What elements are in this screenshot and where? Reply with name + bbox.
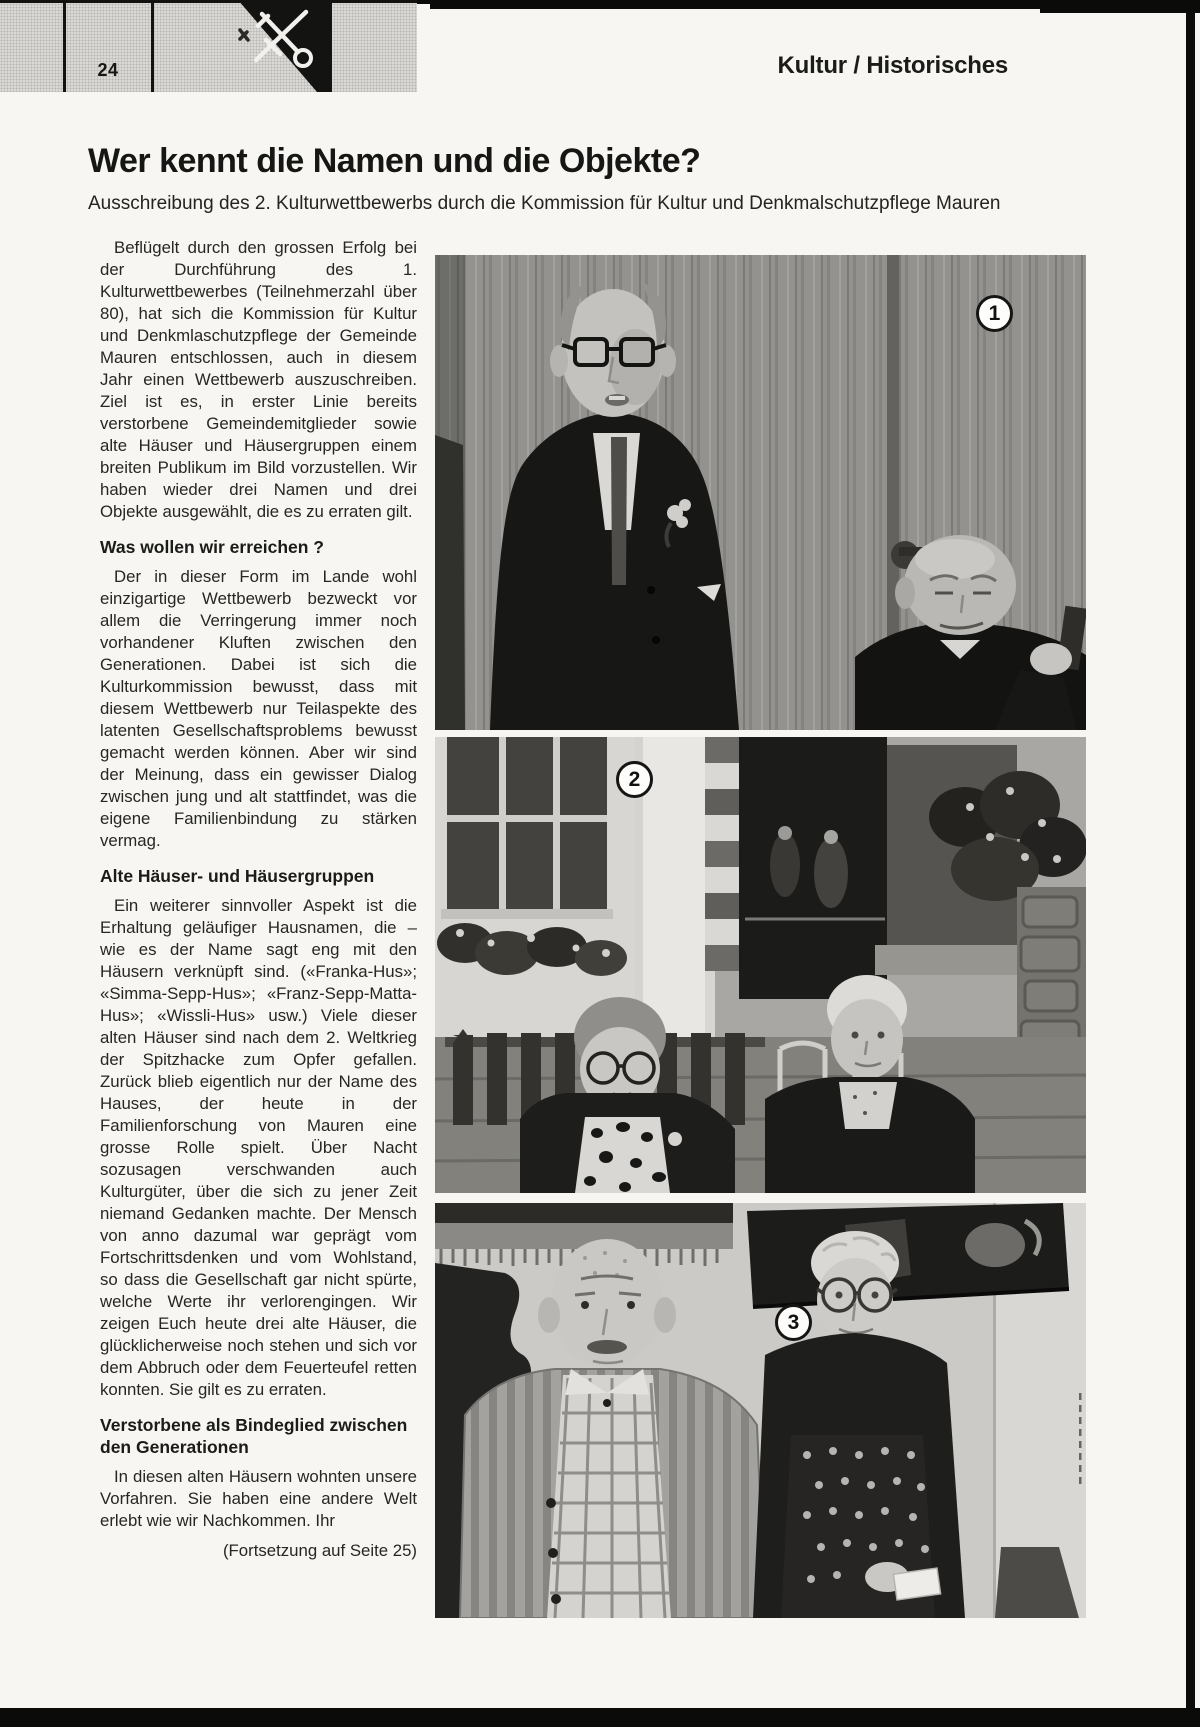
paragraph-houses: Ein weiterer sinnvoller Aspekt ist die Erhaltung geläufiger Hausnamen, die – wie es der Name sagt eng mit den Häusern verknüpft sind. («Franka-Hus»; «Simma-Sepp-Hus»; «Franz-Sepp-Matta-Hus»; «Wissli-Hus» usw.) Viele dieser alten Häuser sind nach dem 2. Weltkrieg der Spitzhacke zum Opfer gefallen. Zurück blieb eigentlich nur der Name des Hauses, der heute in der Familienforschung von Mauren eine grosse Rolle spielt. Über Nacht sozusagen verschwanden auch Kulturgüter, über die sich zu jener Zeit niemand Gedanken machte. Der Mensch von anno dazumal war geprägt vom Fortschrittsdenken und vom Wohlstand, so dass die Gesellschaft gar nicht spürte, welche Werte ihr verlorengingen. Wir zeigen Euch heute drei alte Häuser, die glücklicherweise noch stehen und sich vor dem Abbruch oder dem Feuerteufel retten konnten. Sie gilt es zu erraten. (100, 896, 417, 1399)
heading-deceased: Verstorbene als Bindeglied zwischen den Generationen (100, 1415, 408, 1457)
article-body-column (100, 237, 417, 1570)
photo-contest-object-3 (435, 1203, 1086, 1618)
photo-number-badge: 1 (976, 295, 1013, 332)
article-subtitle: Ausschreibung des 2. Kulturwettbewerbs durch die Kommission für Kultur und Denkmalschutzpflege Mauren (88, 193, 1001, 214)
scan-edge-top-corner (1040, 0, 1200, 13)
photo-3-illustration (435, 1203, 1086, 1618)
heading-goals: Was wollen wir erreichen ? (100, 537, 324, 557)
photo-2-illustration (435, 737, 1086, 1193)
section-title: Kultur / Historisches (777, 52, 1008, 79)
paragraph-goals: Der in dieser Form im Lande wohl einzigartige Wettbewerb bezweckt vor allem die Verringerung immer noch vorhandener Kluften zwischen den Generationen. Dabei ist sich die Kulturkommission bewusst, dass mit diesem Wettbewerb nur Teilaspekte des latenten Gesellschaftsproblems bewusst gemacht werden können. Aber wir sind der Meinung, dass ein gewisser Dialog zwischen jung und alt stattfindet, was die eigene Familienbindung zu stärken vermag. (100, 567, 417, 850)
page-number: 24 (97, 60, 119, 80)
article-title: Wer kennt die Namen und die Objekte? (88, 142, 701, 180)
heading-houses: Alte Häuser- und Häusergruppen (100, 866, 375, 886)
scan-edge-right (1186, 0, 1195, 1727)
photo-number-badge: 3 (775, 1304, 812, 1341)
photo-contest-object-1 (435, 255, 1086, 730)
municipality-crest-triangle (0, 0, 417, 92)
scan-edge-bottom (0, 1708, 1200, 1727)
header-band (0, 0, 417, 92)
photo-number-badge: 2 (616, 761, 653, 798)
paragraph-deceased: In diesen alten Häusern wohnten unsere Vorfahren. Sie haben eine andere Welt erlebt wie wir Nachkommen. Ihr (100, 1467, 417, 1530)
photo-contest-object-2 (435, 737, 1086, 1193)
paragraph-intro: Beflügelt durch den grossen Erfolg bei der Durchführung des 1. Kulturwettbewerbes (Teilnehmerzahl über 80), hat sich die Kommission für Kultur und Denkmlaschutzpflege der Gemeinde Mauren entschlossen, auch in diesem Jahr einen Wettbewerb auszuschreiben. Ziel ist es, in erster Linie bereits verstorbene Gemeindemitglieder sowie alte Häuser und Häusergruppen einem breiten Publikum im Bild vorzustellen. Wir haben wieder drei Namen und drei Objekte ausgewählt, die es zu erraten gilt. (100, 238, 417, 521)
continuation-note: (Fortsetzung auf Seite 25) (222, 1541, 417, 1560)
